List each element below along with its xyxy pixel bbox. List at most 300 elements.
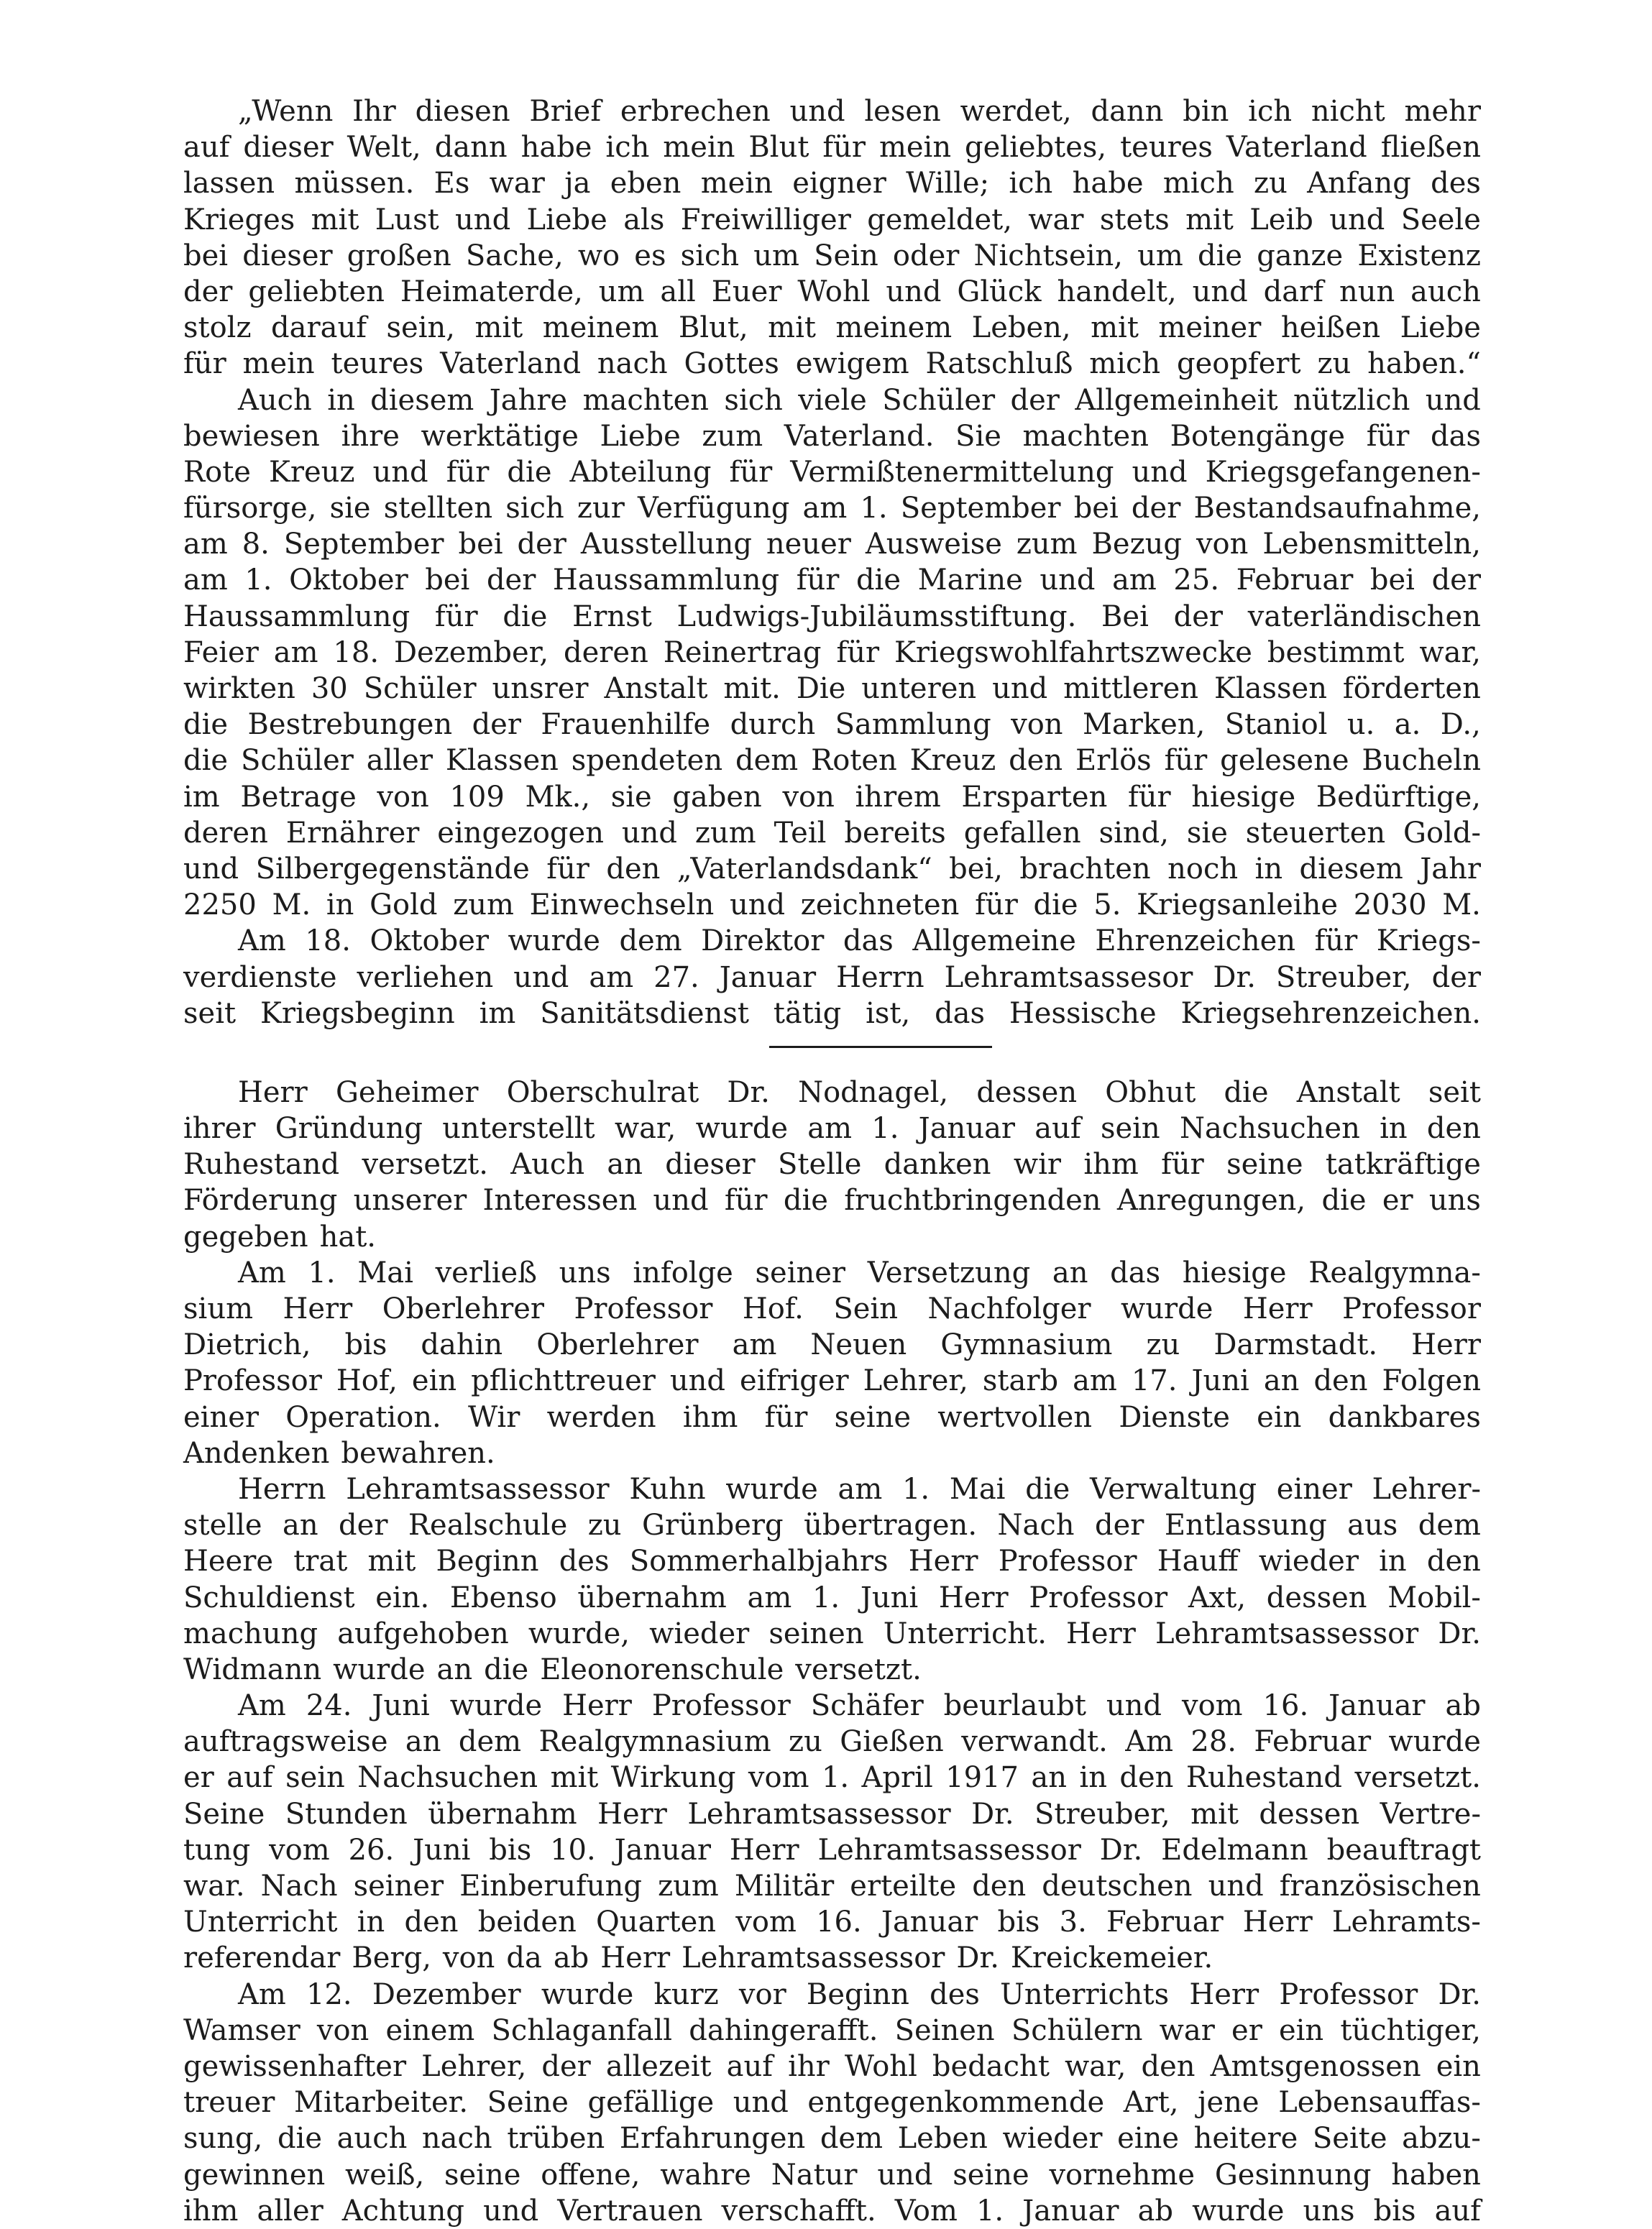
word: Ehrenzeichen [1095, 924, 1296, 958]
word: die [1025, 1472, 1070, 1506]
word: Unterricht. [883, 1617, 1047, 1650]
word: gegeben [183, 1220, 308, 1254]
word: zum [1016, 528, 1078, 561]
word: die [277, 2122, 323, 2156]
word: Schüler [240, 744, 354, 778]
word: in [1254, 852, 1283, 886]
word: Gymnasium [940, 1328, 1113, 1362]
word: Ruhestand [183, 1148, 340, 1182]
word: Bucheln [1362, 744, 1481, 778]
word: dem [458, 1725, 522, 1759]
word: 25. [1173, 564, 1220, 597]
word: für [1314, 924, 1358, 958]
word: an [1263, 1364, 1300, 1398]
word: deutschen [1042, 1870, 1193, 1903]
word: Bezug [1091, 528, 1183, 561]
word: hiesige [1182, 1256, 1287, 1290]
word: und [1425, 383, 1481, 417]
word: und [1208, 1870, 1264, 1903]
text-line [183, 635, 1481, 671]
text-line [183, 2049, 1481, 2085]
word: Realschule [408, 1509, 568, 1543]
word: Militär [734, 1870, 835, 1903]
word: Oberlehrer [382, 1292, 545, 1325]
word: diesen [415, 95, 510, 128]
word: auf [726, 2049, 774, 2083]
word: lesen [864, 95, 941, 128]
word: nach [421, 2122, 492, 2156]
word: für [729, 455, 773, 489]
text-line [183, 1760, 1481, 1796]
word: bestimmt [1267, 635, 1405, 669]
text-line [183, 418, 1481, 454]
word: werktätige [421, 419, 579, 453]
word: gefallen [963, 816, 1081, 850]
word: Bei [1101, 599, 1149, 633]
word: Lebensauffas- [1278, 2086, 1481, 2120]
word: versetzt. [795, 1653, 922, 1686]
word: 10. [550, 1833, 596, 1867]
word: 18. [333, 635, 380, 669]
word: mit. [723, 672, 781, 705]
word: dahin [421, 1328, 503, 1362]
word: April [861, 1761, 933, 1795]
word: gaben [672, 780, 762, 814]
word: Nach [260, 1870, 338, 1903]
word: Staniol [1224, 708, 1328, 742]
text-line [183, 960, 1481, 996]
word: trüben [507, 2122, 605, 2156]
word: mein [242, 347, 315, 381]
word: 1. [244, 564, 272, 597]
word: entgegenkommende [807, 2086, 1105, 2120]
word: dieser [665, 1148, 756, 1182]
word: werden [546, 1400, 656, 1434]
text-line [183, 202, 1481, 238]
word: mein [878, 131, 952, 165]
word: uns [559, 1256, 611, 1290]
word: Kriegsgefangenen- [1205, 455, 1481, 489]
word: Euer [711, 275, 782, 308]
word: Dr. [956, 1941, 999, 1975]
word: Die [796, 672, 846, 705]
word: eingezogen [437, 816, 604, 850]
word: seine [1226, 1148, 1303, 1182]
word: wieder [649, 1617, 750, 1650]
word: übernahm [428, 1797, 577, 1831]
word: am [1112, 564, 1157, 597]
word: 2250 [183, 888, 257, 922]
word: eine [1117, 2122, 1180, 2156]
word: für [836, 635, 880, 669]
word: Haussammlung [552, 564, 780, 597]
word: Förderung [183, 1184, 338, 1218]
word: meinem [542, 311, 659, 345]
word: deren [564, 635, 648, 669]
word: Oberlehrer [536, 1328, 699, 1362]
word: für [1161, 1148, 1204, 1182]
word: Grünberg [642, 1509, 784, 1543]
word: verwandt. [961, 1725, 1108, 1759]
word: mit [311, 203, 359, 236]
word: mich [1089, 347, 1161, 381]
word: wo [577, 239, 620, 272]
word: M. [1442, 888, 1481, 922]
word: machung [183, 1617, 318, 1650]
word: referendar [183, 1941, 341, 1975]
word: die [1197, 239, 1243, 272]
word: Streuber, [1034, 1797, 1170, 1831]
word: am [807, 1112, 853, 1146]
word: Januar [719, 960, 817, 994]
word: und [483, 2194, 539, 2228]
word: die [507, 455, 552, 489]
word: Operation. [285, 1400, 441, 1434]
word: ich [605, 131, 650, 165]
word: starb [982, 1364, 1059, 1398]
word: am [732, 1328, 777, 1362]
word: 1. [812, 1581, 840, 1614]
word: Amtsgenossen [1210, 2049, 1421, 2083]
word: bewiesen [183, 419, 320, 453]
word: 17. [1131, 1364, 1178, 1398]
word: deren [183, 816, 268, 850]
word: Seele [1400, 203, 1481, 236]
word: Wohl [797, 275, 871, 308]
word: des [930, 1977, 980, 2011]
word: den [1313, 1364, 1368, 1398]
word: bei, [949, 852, 1003, 886]
word: Schüler [363, 672, 477, 705]
word: versetzt. [362, 1148, 488, 1182]
text-line [183, 1255, 1481, 1291]
word: Wirkung [610, 1761, 736, 1795]
word: Liebe [1400, 311, 1481, 345]
word: Lehrer, [863, 1364, 968, 1398]
word: Wille; [906, 167, 990, 201]
word: für [764, 1400, 808, 1434]
text-line [183, 1904, 1481, 1940]
text-line [183, 238, 1481, 274]
word: Dietrich, [183, 1328, 311, 1362]
word: das [935, 996, 986, 1030]
text-line [183, 996, 1481, 1031]
word: wurde [695, 1112, 789, 1146]
word: Kreuz [268, 455, 355, 489]
word: wir [1013, 1148, 1062, 1182]
word: Betrage [240, 780, 357, 814]
word: müssen. [294, 167, 415, 201]
word: dem [735, 744, 799, 778]
word: Unterrichts [1000, 1977, 1170, 2011]
word: Edelmann [1161, 1833, 1308, 1867]
text-line [183, 2013, 1481, 2049]
word: geopfert [1176, 347, 1301, 381]
word: Februar [1254, 1725, 1372, 1759]
word: das [1430, 419, 1481, 453]
text-line [183, 743, 1481, 778]
word: aufgehoben [337, 1617, 509, 1650]
word: Achtung [341, 2194, 465, 2228]
word: gewissenhafter [183, 2049, 407, 2083]
word: Dr. [1438, 1977, 1481, 2011]
word: Stelle [777, 1148, 862, 1182]
word: 16. [816, 1906, 862, 1939]
word: darauf [271, 311, 367, 345]
word: bei [1073, 492, 1119, 525]
word: Neuen [810, 1328, 907, 1362]
word: Ruhestand [1185, 1761, 1343, 1795]
word: 2030 [1353, 888, 1427, 922]
word: Kriegs- [1376, 924, 1481, 958]
word: Direktor [701, 924, 825, 958]
word: in [357, 1906, 385, 1939]
word: ein. [375, 1581, 430, 1614]
word: der [541, 2049, 591, 2083]
word: von [377, 780, 429, 814]
word: Mobil- [1387, 1581, 1481, 1614]
word: Einberufung [459, 1870, 643, 1903]
word: Oktober [370, 924, 490, 958]
word: beurlaubt [943, 1689, 1086, 1723]
word: Juni [860, 1581, 919, 1614]
word: teures [331, 347, 424, 381]
text-line [183, 93, 1481, 129]
word: der [1431, 564, 1481, 597]
text-line [183, 815, 1481, 851]
word: ein [411, 1364, 457, 1398]
word: ihm [183, 2194, 239, 2228]
word: am [589, 960, 634, 994]
word: haben.“ [1367, 347, 1481, 381]
word: Glück [957, 275, 1042, 308]
word: auf [1434, 2194, 1481, 2228]
word: der [1131, 492, 1181, 525]
word: Ersparten [961, 780, 1108, 814]
word: mein [700, 167, 773, 201]
word: verliehen [357, 960, 494, 994]
word: Liebe [600, 419, 681, 453]
word: Vaterland [1226, 131, 1367, 165]
word: wirkten [183, 672, 295, 705]
text-line [183, 779, 1481, 815]
word: bis [489, 1833, 532, 1867]
word: wurde [333, 1653, 426, 1686]
word: Juni [372, 1689, 430, 1723]
word: Wohl [844, 2049, 917, 2083]
word: nun [1339, 275, 1395, 308]
word: wurde [1192, 2194, 1285, 2228]
word: 28. [1190, 1725, 1237, 1759]
word: mit [1185, 203, 1234, 236]
word: mit [1091, 311, 1139, 345]
word: und [372, 455, 428, 489]
word: ganze [1257, 239, 1344, 272]
word: und [621, 816, 678, 850]
word: die [855, 564, 901, 597]
word: und [789, 95, 845, 128]
section-divider [183, 1031, 1481, 1075]
word: Januar [614, 1833, 711, 1867]
word: dessen [1259, 1797, 1360, 1831]
text-line [183, 2193, 1481, 2229]
word: den [606, 852, 661, 886]
word: meiner [1158, 311, 1262, 345]
word: für [546, 852, 589, 886]
word: Abteilung [569, 455, 712, 489]
word: dem [619, 924, 682, 958]
word: tüchtiger, [1340, 2013, 1481, 2047]
word: sein [1100, 1112, 1160, 1146]
word: zum [694, 816, 756, 850]
word: unterstellt [442, 1112, 595, 1146]
text-line [183, 310, 1481, 346]
word: Schuldienst [183, 1581, 355, 1614]
word: in [1379, 1545, 1407, 1578]
word: wurde [1120, 1292, 1213, 1325]
word: Lehramtsassessor [687, 1797, 951, 1831]
word: wurde [449, 1689, 543, 1723]
word: und [513, 960, 569, 994]
word: wurde, [528, 1617, 630, 1650]
word: Herr [1411, 1328, 1481, 1362]
word: Allgemeinheit [1075, 383, 1278, 417]
word: ja [564, 167, 591, 201]
word: stets [1099, 203, 1170, 236]
text-line [183, 1507, 1481, 1543]
document-page [183, 93, 1481, 2229]
word: Vaterland [440, 347, 582, 381]
word: Sein [814, 239, 878, 272]
word: 109 [449, 780, 505, 814]
text-line [183, 1400, 1481, 1435]
text-line [183, 1327, 1481, 1363]
word: Rote [183, 455, 251, 489]
word: ein [1257, 1400, 1302, 1434]
word: September [900, 492, 1061, 525]
text-line [183, 1146, 1481, 1182]
word: Februar [1236, 564, 1354, 597]
word: dann [434, 131, 508, 165]
word: 27. [653, 960, 699, 994]
word: Entlassung [1164, 1509, 1327, 1543]
word: beiden [477, 1906, 577, 1939]
text-line [183, 1688, 1481, 1724]
word: Gründung [275, 1112, 423, 1146]
word: Hauff [1157, 1545, 1239, 1578]
word: Schlaganfall [491, 2013, 673, 2047]
word: viele [798, 383, 867, 417]
text-line [183, 1182, 1481, 1218]
word: aus [1347, 1509, 1398, 1543]
word: 16. [1262, 1689, 1309, 1723]
word: für [822, 131, 866, 165]
word: förderten [1342, 672, 1481, 705]
word: bei [425, 564, 470, 597]
word: 24. [306, 1689, 352, 1723]
word: unteren [861, 672, 977, 705]
text-line [183, 2157, 1481, 2193]
word: offene, [541, 2158, 641, 2192]
word: Herr [1242, 1906, 1313, 1939]
word: Professor [1279, 1977, 1418, 2011]
word: und [1106, 1689, 1162, 1723]
word: vom [735, 1906, 797, 1939]
word: unsrer [492, 672, 589, 705]
word: haben [1391, 2158, 1481, 2192]
word: für [446, 455, 490, 489]
word: seinen [768, 1617, 864, 1650]
word: Sein [833, 1292, 898, 1325]
word: Blut [748, 131, 809, 165]
word: mein [663, 131, 735, 165]
word: in [1380, 1112, 1408, 1146]
word: stellten [383, 492, 493, 525]
word: um [598, 275, 645, 308]
word: und [653, 1184, 709, 1218]
word: Marine [917, 564, 1023, 597]
word: tätig [773, 996, 842, 1030]
word: zu [789, 1725, 822, 1759]
word: diesem [1299, 852, 1403, 886]
word: „Wenn [238, 95, 334, 128]
word: Quarten [596, 1906, 717, 1939]
text-line [183, 1363, 1481, 1399]
word: die [503, 599, 548, 633]
word: sung, [183, 2122, 263, 2156]
word: Professor [998, 1545, 1137, 1578]
word: 3. [1059, 1906, 1087, 1939]
word: Lehramtsassessor [817, 1833, 1081, 1867]
word: sie [329, 492, 371, 525]
word: er [183, 1761, 214, 1795]
word: Herr [283, 1292, 353, 1325]
word: Freiwilliger [680, 203, 851, 236]
text-line [183, 1219, 1481, 1255]
word: und [992, 672, 1048, 705]
word: Lehramtsassessor [682, 1941, 945, 1975]
word: im [479, 996, 516, 1030]
word: Dr. [727, 1075, 770, 1109]
word: wurde [725, 1472, 818, 1506]
word: Welt, [347, 131, 421, 165]
word: in [326, 888, 354, 922]
word: trat [293, 1545, 348, 1578]
word: 12. [306, 1977, 352, 2011]
word: Feier [183, 635, 259, 669]
word: dankbares [1328, 1400, 1481, 1434]
word: bedacht [932, 2049, 1050, 2083]
word: aller [366, 744, 433, 778]
word: Oktober [289, 564, 408, 597]
text-line [183, 1580, 1481, 1616]
word: ewigem [795, 347, 909, 381]
text-line [183, 1724, 1481, 1760]
word: für [1366, 419, 1410, 453]
word: allezeit [605, 2049, 712, 2083]
word: Verfügung [638, 492, 790, 525]
word: abzu- [1402, 2122, 1481, 2156]
word: mehr [1404, 95, 1481, 128]
word: darf [1263, 275, 1324, 308]
word: an [1052, 1256, 1088, 1290]
text-line [183, 1616, 1481, 1652]
text-line [183, 1652, 1481, 1688]
word: wurde [508, 924, 600, 958]
word: wurde [541, 1977, 634, 2011]
word: wieder [1258, 1545, 1359, 1578]
word: aller [257, 2194, 323, 2228]
